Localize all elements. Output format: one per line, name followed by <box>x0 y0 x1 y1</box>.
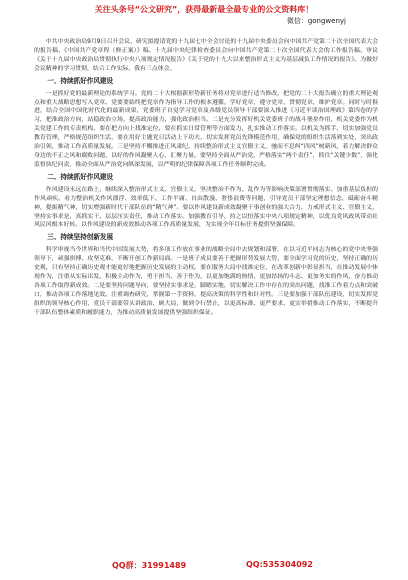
section-3-paragraph: 科学审视当今世界和当代中国发展大势，将多项工作放在事业的战略全局中去规划和部署，在以习近平同志为核心的党中央坚强领导下，顽强拼搏、攻坚克难，不断开创工作新局面。一是班子成员要善于把握形势发展大势，要全面学习党的历史，坚持正确的历史观，只有坚持正确历史观才能更好地把握历史发展的主动权。要在服务大局中找准定位、在改革创新中彰显担当，在推动发展中体现作为，注重从实际出发，积极主动作为，勇于担当、善于作为，以更加饱满的热情、更加昂扬的斗志、更加务实的作风，奋力推动各项工作取得新成效。二是要坚持问题导向，要坚持实事求是，脚踏实地，切实解决工作中存在的突出问题，找准工作着力点和突破口，推动各项工作落地见效。注重调查研究，掌握第一手资料，提高决策的科学性和针对性。三是要加强干部队伍建设，切实发挥党组织的领导核心作用，党员干部要带头讲政治、顾大局，做到令行禁止，以更高标准、更严要求、更实举措推动工作落实，不断提升干部队伍整体素质和履职能力，为推动高质量发展提供坚强组织保证。 <box>34 247 378 316</box>
banner-text: 关注头条号“公文研究”，获得最新最全最专业的公文资料库！ <box>94 5 314 14</box>
footer-qq-contact: QQ:535304092 <box>246 560 313 569</box>
footer <box>0 560 408 572</box>
intro-paragraph: 中共中央政治局9月9日召开会议，研究拟提请党的十九届七中全会讨论的十九届中央委员会向中国共产党第二十次全国代表大会的报告稿、《中国共产党章程（修正案）》稿、十九届中央纪律检查委员会向中国共产党第二十次全国代表大会的工作报告稿。审议《关于十九届中央政治局贯彻执行中央八项规定情况报告》《关于党的十九大以来整治形式主义为基层减负工作情况的报告》。为做好会议精神的学习贯彻，结合工作实际，我有三点体会。 <box>34 39 378 72</box>
section-heading-1: 一、持续抓好作风建设 <box>47 76 114 85</box>
section-heading-2: 二、持续抓好作风建设 <box>47 172 114 181</box>
document-body <box>34 38 378 550</box>
section-2-paragraph: 作风建设永远在路上，继续深入整治形式主义、官僚主义，坚决整治不作为、乱作为等影响决策部署贯彻落实、加重基层负担的作风顽疾。看力整治机关作风漂浮、效率低下、工作平庸、自由散漫、奢侈浪费等问题，引导党员干部坚定理想信念，砥砺奋斗精神，提振精气神，切实增强新时代干部队伍的“精气神”。要以作风建设新成效凝聚干事创业的强大合力，力戒形式主义、官僚主义，坚持实事求是，真抓实干，层层压实责任，推动工作落实。加强教育引导，持之以恒落实中央八项规定精神，以优良党风政风带动社风民风根本好转。以作风建设的新成效推动各项工作高质量发展，为实现全年目标任务提供坚强保障。 <box>34 186 378 229</box>
footer-qq-group: QQ群：31991489 <box>112 561 187 570</box>
top-banner <box>0 4 408 30</box>
author-text: 微信：gongwenyj <box>286 17 346 25</box>
section-1-paragraph: 一是抓好党的最新理论的系统学习。党的二十大根据新形势新任务将对党章进行适当修改，把党的二十大报告确立的重大理论观点和重大战略思想写入党章。党要要始终把党章作为指导工作的根本遵循，学好党章，遵守党章，贯彻党章，维护党章。同时与时俱进，结合全国中国化时代化的最新成果，党委班子自觉学习党章及各级党员领导干部要深入推进《习近平谈治国理政》第四卷的学习，把准政治方向，站稳政治立场，提高政治能力，强化政治担当。二是充分发挥好机关党委班子的战斗堡垒作用，机关党委作为机关党建工作的专责机构，要在把方向上找准定位，要在抓实日常管理等方面发力，扎实推动工作落实。以机关为抓手，切实加强党员教育管理，严格规范组织生活，要在用好主题党日活动上下功夫，切实发挥党员先锋模范作用，确保党的组织生活落到实处，突出政治引领，推动工作高质量发展。三是坚持不懈推进正风肃纪，持续整治形式主义官僚主义，驰而不息纠“四风”树新风，着力解决群众身边的不正之风和腐败问题，以好的作风凝聚人心、汇聚力量。要坚持全面从严治党，严格落实“两个责任”，抓住“关键少数”，强化监督执纪问责，推动全面从严治党向纵深发展，以严明的纪律保障各项工作任务顺利完成。 <box>34 90 378 168</box>
section-heading-3: 三、持续坚持创新发展 <box>47 233 114 242</box>
